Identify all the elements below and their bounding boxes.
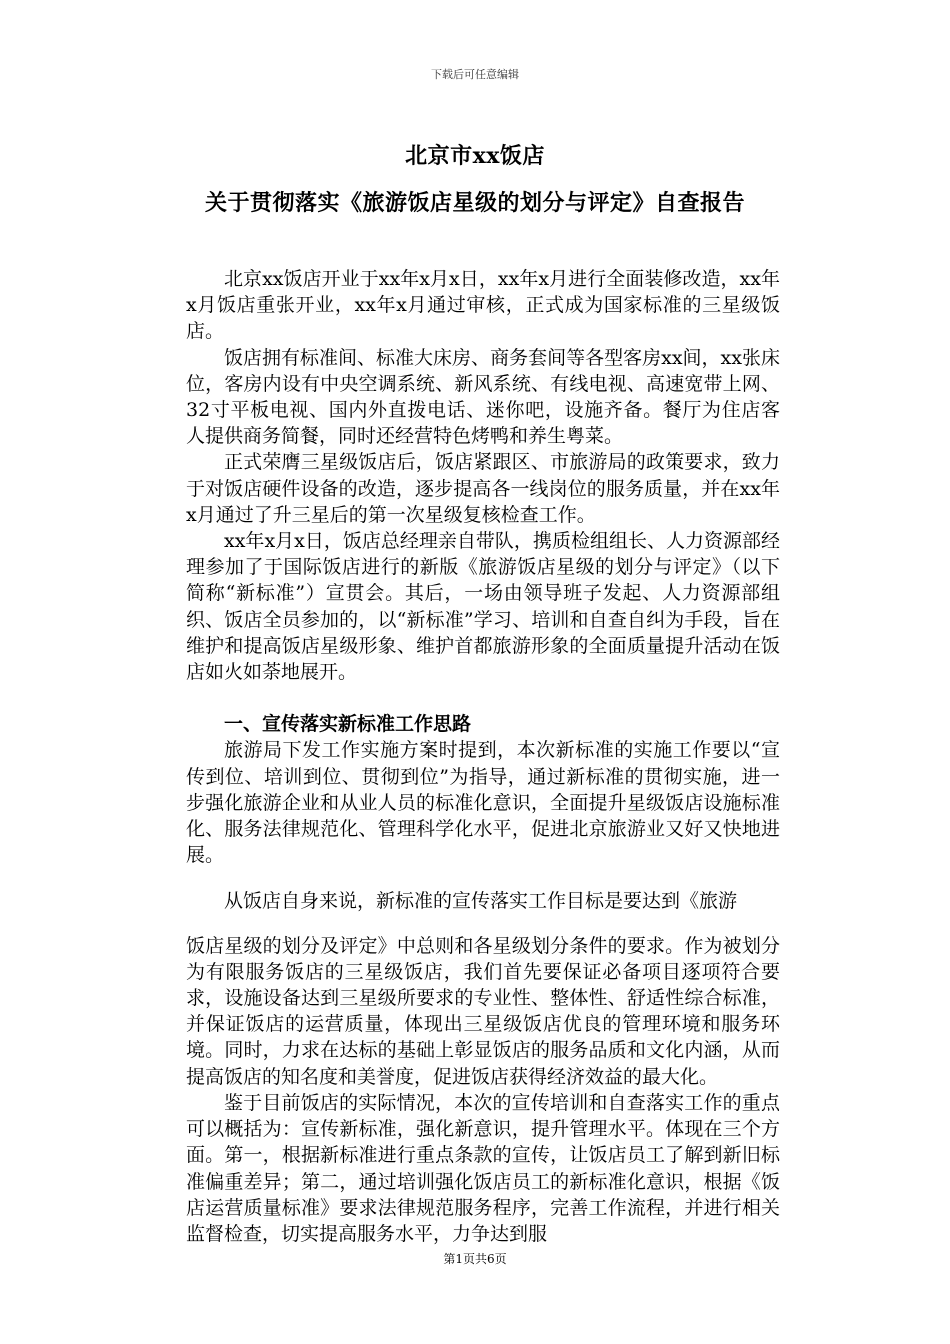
- document-subtitle: 关于贯彻落实《旅游饭店星级的划分与评定》自查报告: [204, 190, 745, 216]
- section-heading: 一、宣传落实新标准工作思路: [224, 713, 472, 736]
- paragraph-first-line: 从饭店自身来说，新标准的宣传落实工作目标是要达到《旅游: [224, 890, 738, 913]
- document-body: [186, 266, 780, 1247]
- body-paragraph: 旅游局下发工作实施方案时提到，本次新标准的实施工作要以“宣传到位、培训到位、贯彻到位”为指导，通过新标准的贯彻实施，进一步强化旅游企业和从业人员的标准化意识，全面提升星级饭店设施标准化、服务法律规范化、管理科学化水平，促进北京旅游业又好又快地进展。: [186, 739, 780, 867]
- page-header-note: 下载后可任意编辑: [431, 68, 519, 81]
- body-paragraph: 鉴于目前饭店的实际情况，本次的宣传培训和自查落实工作的重点可以概括为：宣传新标准，强化新意识，提升管理水平。体现在三个方面。第一，根据新标准进行重点条款的宣传，让饭店员工了解到新旧标准偏重差异；第二，通过培训强化饭店员工的新标准化意识，根据《饭店运营质量标准》要求法律规范服务程序，完善工作流程，并进行相关监督检查，切实提高服务水平，力争达到服: [186, 1091, 780, 1245]
- page-number: 第1页共6页: [443, 1252, 507, 1266]
- body-paragraph: 正式荣膺三星级饭店后，饭店紧跟区、市旅游局的政策要求，致力于对饭店硬件设备的改造，逐步提高各一线岗位的服务质量，并在xx年x月通过了升三星后的第一次星级复核检查工作。: [186, 451, 780, 526]
- body-paragraph: 饭店拥有标准间、标准大床房、商务套间等各型客房xx间，xx张床位，客房内设有中央空调系统、新风系统、有线电视、高速宽带上网、32寸平板电视、国内外直拨电话、迷你吧，设施齐备。餐厅为住店客人提供商务简餐，同时还经营特色烤鸭和养生粤菜。: [186, 346, 780, 448]
- body-paragraph: 北京xx饭店开业于xx年x月x日，xx年x月进行全面装修改造，xx年x月饭店重张开业，xx年x月通过审核，正式成为国家标准的三星级饭店。: [186, 268, 780, 343]
- body-paragraph: [186, 888, 780, 1089]
- body-paragraph: xx年x月x日，饭店总经理亲自带队，携质检组组长、人力资源部经理参加了于国际饭店进行的新版《旅游饭店星级的划分与评定》（以下简称“新标准”）宣贯会。其后，一场由领导班子发起、人力资源部组织、饭店全员参加的，以“新标准”学习、培训和自查自纠为手段，旨在维护和提高饭店星级形象、维护首都旅游形象的全面质量提升活动在饭店如火如荼地展开。: [186, 530, 780, 684]
- document-title: 北京市xx饭店: [405, 143, 545, 169]
- paragraph-continuation: 饭店星级的划分及评定》中总则和各星级划分条件的要求。作为被划分为有限服务饭店的三星级饭店，我们首先要保证必备项目逐项符合要求，设施设备达到三星级所要求的专业性、整体性、舒适性综合标准，并保证饭店的运营质量，体现出三星级饭店优良的管理环境和服务环境。同时，力求在达标的基础上彰显饭店的服务品质和文化内涵，从而提高饭店的知名度和美誉度，促进饭店获得经济效益的最大化。: [186, 934, 780, 1088]
